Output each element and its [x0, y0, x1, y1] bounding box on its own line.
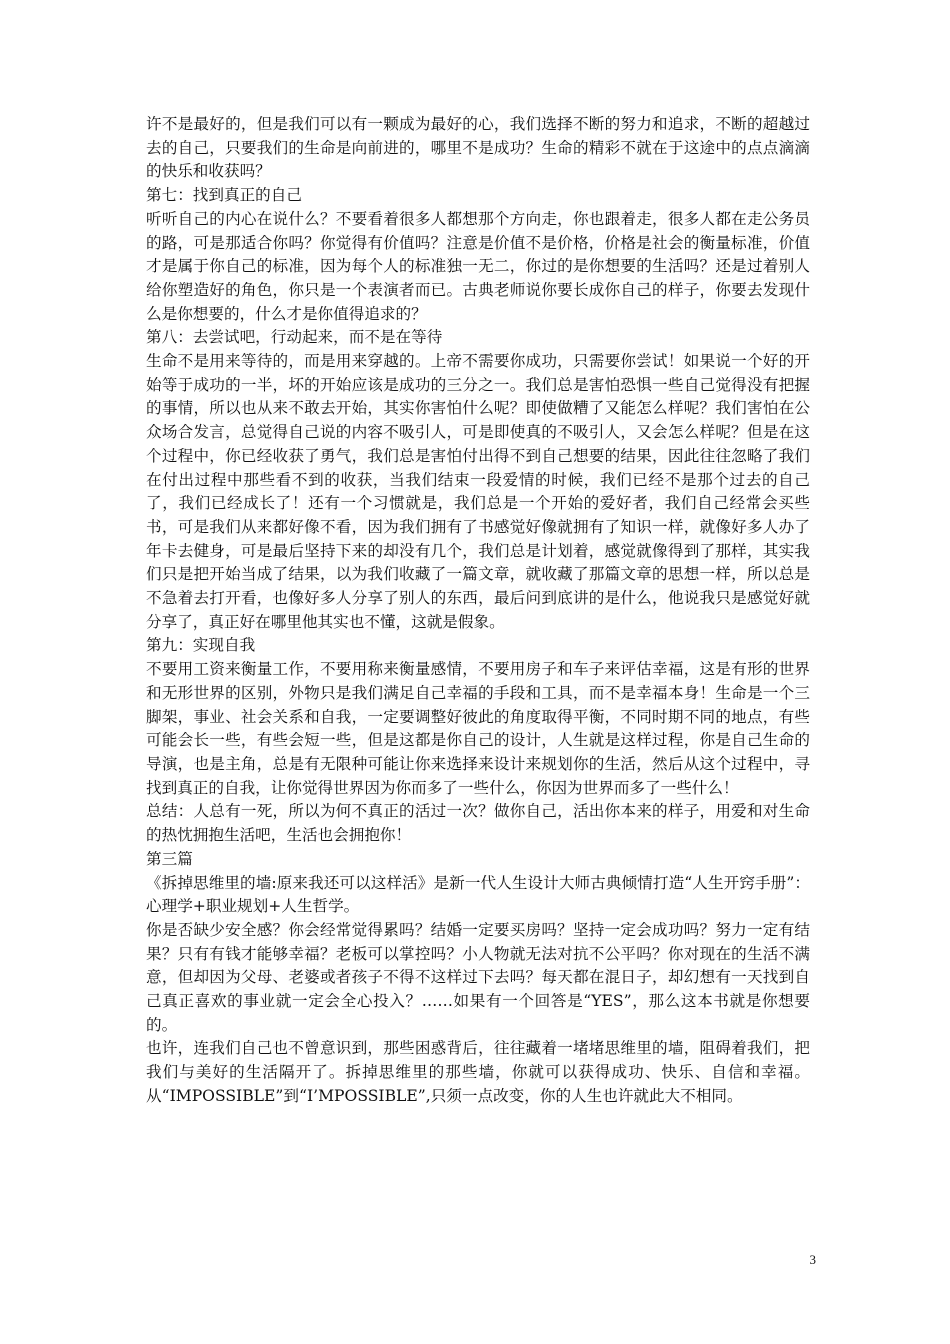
- paragraph: 生命不是用来等待的，而是用来穿越的。上帝不需要你成功，只需要你尝试！如果说一个好的开始等于成功的一半，坏的开始应该是成功的三分之一。我们总是害怕恐惧一些自己觉得没有把握的事情，所以也从来不敢去开始，其实你害怕什么呢？即使做糟了又能怎么样呢？我们害怕在公众场合发言，总觉得自己说的内容不吸引人，可是即使真的不吸引人，又会怎么样呢？但是在这个过程中，你已经收获了勇气，我们总是害怕付出得不到自己想要的结果，因此往往忽略了我们在付出过程中那些看不到的收获，当我们结束一段爱情的时候，我们已经不是那个过去的自己了，我们已经成长了！还有一个习惯就是，我们总是一个开始的爱好者，我们自己经常会买些书，可是我们从来都好像不看，因为我们拥有了书感觉好像就拥有了知识一样，就像好多人办了年卡去健身，可是最后坚持下来的却没有几个，我们总是计划着，感觉就像得到了那样，其实我们只是把开始当成了结果，以为我们收藏了一篇文章，就收藏了那篇文章的思想一样，所以总是不急着去打开看，也像好多人分享了别人的东西，最后问到底讲的是什么，他说我只是感觉好就分享了，真正好在哪里他其实也不懂，这就是假象。: [146, 352, 810, 631]
- paragraph: 也许，连我们自己也不曾意识到，那些困惑背后，往往藏着一堵堵思维里的墙，阻碍着我们，把我们与美好的生活隔开了。拆掉思维里的那些墙，你就可以获得成功、快乐、自信和幸福。从“IMPOSSIBLE”到“I’MPOSSIBLE”,只须一点改变，你的人生也许就此大不相同。: [146, 1039, 810, 1105]
- paragraph: 不要用工资来衡量工作，不要用称来衡量感情，不要用房子和车子来评估幸福，这是有形的世界和无形世界的区别，外物只是我们满足自己幸福的手段和工具，而不是幸福本身！生命是一个三脚架，事业、社会关系和自我，一定要调整好彼此的角度取得平衡，不同时期不同的地点，有些可能会长一些，有些会短一些，但是这都是你自己的设计，人生就是这样过程，你是自己生命的导演，也是主角，总是有无限种可能让你来选择来设计来规划你的生活，然后从这个过程中，寻找到真正的自我，让你觉得世界因为你而多了一些什么，你因为世界而多了一些什么！: [146, 660, 810, 797]
- paragraph: 许不是最好的，但是我们可以有一颗成为最好的心，我们选择不断的努力和追求，不断的超越过去的自己，只要我们的生命是向前进的，哪里不是成功？生命的精彩不就在于这途中的点点滴滴的快乐和收获吗？: [146, 115, 810, 181]
- paragraph: 你是否缺少安全感？你会经常觉得累吗？结婚一定要买房吗？坚持一定会成功吗？努力一定有结果？只有有钱才能够幸福？老板可以掌控吗？小人物就无法对抗不公平吗？你对现在的生活不满意，但却因为父母、老婆或者孩子不得不这样过下去吗？每天都在混日子，却幻想有一天找到自己真正喜欢的事业就一定会全心投入？……如果有一个回答是“YES”，那么这本书就是你想要的。: [146, 920, 810, 1034]
- body-text: [146, 113, 810, 1109]
- page-number: 3: [809, 1252, 816, 1267]
- paragraph: 《拆掉思维里的墙:原来我还可以这样活》是新一代人生设计大师古典倾情打造“人生开窍手册”：心理学+职业规划+人生哲学。: [146, 873, 810, 916]
- part-heading: 第三篇: [146, 849, 193, 868]
- paragraph: 听听自己的内心在说什么？不要看着很多人都想那个方向走，你也跟着走，很多人都在走公务员的路，可是那适合你吗？你觉得有价值吗？注意是价值不是价格，价格是社会的衡量标准，价值才是属于你自己的标准，因为每个人的标准独一无二，你过的是你想要的生活吗？还是过着别人给你塑造好的角色，你只是一个表演者而已。古典老师说你要长成你自己的样子，你要去发现什么是你想要的，什么才是你值得追求的？: [146, 209, 810, 323]
- summary-paragraph: 总结：人总有一死，所以为何不真正的活过一次？做你自己，活出你本来的样子，用爱和对生命的热忱拥抱生活吧，生活也会拥抱你！: [146, 802, 810, 845]
- section-heading: 第七：找到真正的自己: [146, 186, 302, 205]
- section-heading: 第八：去尝试吧，行动起来，而不是在等待: [146, 328, 443, 347]
- section-heading: 第九：实现自我: [146, 636, 256, 655]
